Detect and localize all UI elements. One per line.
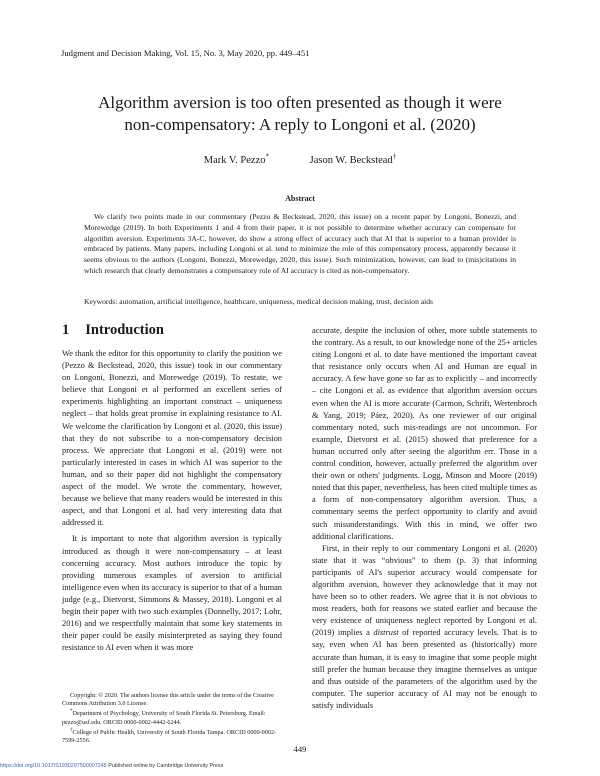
footnote-1-text: Department of Psychology, University of South Florida St. Petersburg. Email: pezzo@usf.edu. ORCID 0000-0002-4442-6244. — [62, 710, 266, 726]
left-paragraph-1: We thank the editor for this opportunity to clarify the position we (Pezzo & Beckstead, 2020, this issue) took in our commentary on Longoni, Bonezzi, and Morewedge (2019). To restate, we believe that Longoni et al performed an excellent series of experiments highlighting an important construct – uniqueness neglect – that holds great promise in explaining resistance to AI. We welcome the clarification by Longoni et al. (2020, this issue) that they do not subscribe to a non-compensatory decision process. We appreciate that Longoni et al. (2019) were not particularly interested in cases in which AI was superior to the human, and so their paper did not highlight the compensatory aspect of the model. We wrote the commentary, however, because we believe that many readers would be interested in this aspect, and that Longoni et al. had very interesting data that addressed it. — [62, 349, 282, 528]
paper-title — [60, 92, 540, 136]
footnotes — [62, 692, 282, 745]
section-title: Introduction — [85, 322, 164, 338]
right-column — [312, 325, 537, 712]
right-paragraph-2-b: of reported accuracy levels. That is to say, even when AI has been presented as (historically) more accurate than human, it is easy to imagine that some people might still prefer the human because they imagine themselves as unique and thus outside of the parameters of the algorithm used by the computer. The superior accuracy of AI may not be enough to satisfy individuals — [312, 628, 537, 710]
author-2-name: Jason W. Beckstead — [309, 154, 393, 166]
right-paragraph-2 — [312, 543, 537, 712]
footnote-1-mark: * — [70, 709, 73, 715]
right-paragraph-2-emphasis: distrust — [373, 628, 399, 638]
title-line-1: Algorithm aversion is too often presented as though it were — [98, 93, 502, 112]
author-1-mark: * — [265, 152, 269, 160]
right-paragraph-2-a: First, in their reply to our commentary Longoni et al. (2020) state that it was “obvious” to them (p. 3) that informing participants of AI's superior accuracy would compensate for algorithm aversion, however they acknowledge that it may not have been so to other readers. We agree that it is not obvious to most readers, both for reasons we stated earlier and because the very existence of uniqueness neglect reported by Longoni et al. (2019) implies a — [312, 543, 537, 638]
author-2-mark: † — [392, 152, 397, 160]
footnote-1 — [62, 708, 282, 726]
author-list — [60, 152, 540, 166]
footnote-2-mark: † — [70, 727, 73, 733]
author-1 — [203, 152, 269, 166]
publisher-note: Published online by Cambridge University Press — [108, 763, 224, 769]
left-column — [62, 348, 282, 654]
doi-link[interactable]: https://doi.org/10.1017/S1930297500007245 — [0, 763, 107, 769]
left-paragraph-2: It is important to note that algorithm aversion is typically introduced as though it were non-compensatory – at least concerning accuracy. Most authors introduce the topic by providing numerous examples of aversion to artificial intelligence even when its accuracy is superior to that of a human judge (e.g., Dietvorst, Simmons & Massey, 2018). Longoni et al begin their paper with two such examples (Donnelly, 2017; Lohr, 2016) and we respectfully maintain that some key statements in their paper could be easily misinterpreted as saying they found resistance to AI even when it was more — [62, 534, 282, 653]
footer-doi-line — [0, 763, 223, 769]
keywords: Keywords: automation, artificial intelligence, healthcare, uniqueness, medical decision making, trust, decision aids — [84, 297, 433, 306]
abstract-text: We clarify two points made in our commentary (Pezzo & Beckstead, 2020, this issue) on a recent paper by Longoni, Bonezzi, and Morewedge (2019). In both Experiments 1 and 4 from their paper, it is not possible to determine whether accuracy can compensate for algorithm aversion. Experiments 3A-C, however, do show a strong effect of accuracy such that AI that is superior to a human provider is embraced by patients. Many papers, including Longoni et al. tend to minimize the role of this compensatory process, apparently because it seems obvious to the authors (Longoni, Bonezzi, Morewedge, 2020, this issue). Such minimization, however, can lead to (mis)citations in which research that clearly demonstrates a compensatory role of AI accuracy is cited as non-compensatory. — [84, 212, 516, 275]
journal-header: Judgment and Decision Making, Vol. 15, No. 3, May 2020, pp. 449–451 — [61, 48, 310, 58]
author-2 — [309, 152, 397, 166]
right-paragraph-1: accurate, despite the inclusion of other, more subtle statements to the contrary. As a result, to our knowledge none of the 25+ articles citing Longoni et al. to date have mentioned the important caveat that resistance only occurs when AI and Human are equal in accuracy. A few have gone so far as to explicitly – and incorrectly – cite Longoni et al. as evidence that algorithm aversion occurs even when the AI is more accurate (Carmon, Schrift, Wertenbroch & Yang, 2019; Páez, 2020). As one reviewer of our original commentary noted, such mis-readings are not uncommon. For example, Dietvorst et al. (2015) showed that preference for a human occurred only after seeing the algorithm err. Those in a control condition, however, actually preferred the algorithm over their own or others' judgments. Logg, Minson and Moore (2019) noted that this paper, nevertheless, has been cited multiple times as a form of non-compensatory algorithm aversion. Thus, a commentary seems the perfect opportunity to clarify and avoid such misunderstandings. With this in mind, we offer two additional clarifications. — [312, 326, 537, 541]
author-1-name: Mark V. Pezzo — [203, 154, 266, 166]
page-number: 449 — [293, 744, 307, 754]
section-number: 1 — [62, 322, 70, 338]
footnote-2-text: College of Public Health, University of South Florida Tampa. ORCID 0000-0002-7599-2556. — [62, 728, 277, 745]
abstract-heading: Abstract — [285, 194, 315, 203]
title-line-2: non-compensatory: A reply to Longoni et al. (2020) — [124, 115, 476, 134]
footnote-2 — [62, 727, 282, 745]
copyright-note: Copyright: © 2020. The authors license this article under the terms of the Creative Commons Attribution 3.0 License. — [62, 692, 274, 708]
section-heading — [62, 322, 164, 339]
